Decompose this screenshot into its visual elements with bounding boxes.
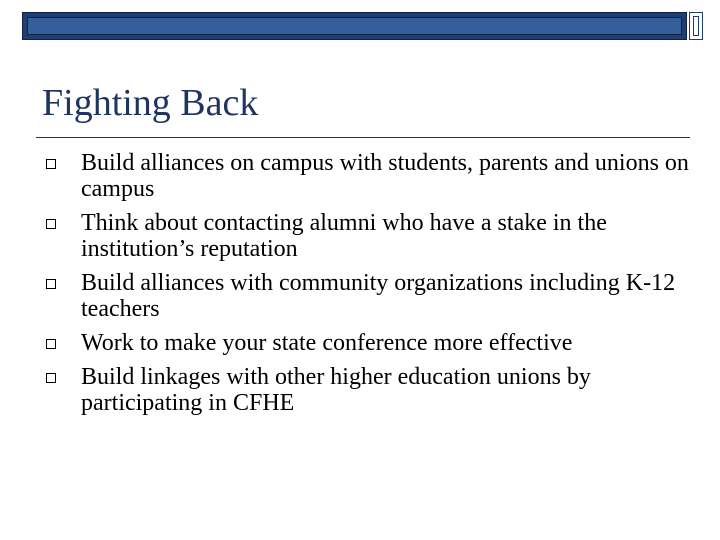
bullet-item — [46, 210, 696, 262]
bullet-text: Think about contacting alumni who have a stake in the institution’s reputation — [81, 210, 607, 262]
bullet-list — [46, 150, 696, 424]
bullet-item — [46, 364, 696, 416]
hollow-square-icon — [46, 279, 56, 289]
hollow-square-icon — [46, 373, 56, 383]
bullet-text: Work to make your state conference more effective — [81, 330, 573, 356]
bullet-text: Build alliances on campus with students, parents and unions on campus — [81, 150, 689, 202]
hollow-square-icon — [46, 219, 56, 229]
bullet-text: Build linkages with other higher education unions by participating in CFHE — [81, 364, 591, 416]
hollow-square-icon — [46, 159, 56, 169]
bullet-text: Build alliances with community organizations including K-12 teachers — [81, 270, 676, 322]
title-divider — [36, 137, 690, 138]
bullet-item — [46, 330, 696, 356]
top-bar-inner-panel — [27, 17, 682, 35]
bullet-item — [46, 270, 696, 322]
corner-square-icon — [689, 12, 703, 40]
slide-title: Fighting Back — [42, 82, 259, 124]
bullet-item — [46, 150, 696, 202]
top-decorative-bar — [22, 12, 687, 40]
hollow-square-icon — [46, 339, 56, 349]
